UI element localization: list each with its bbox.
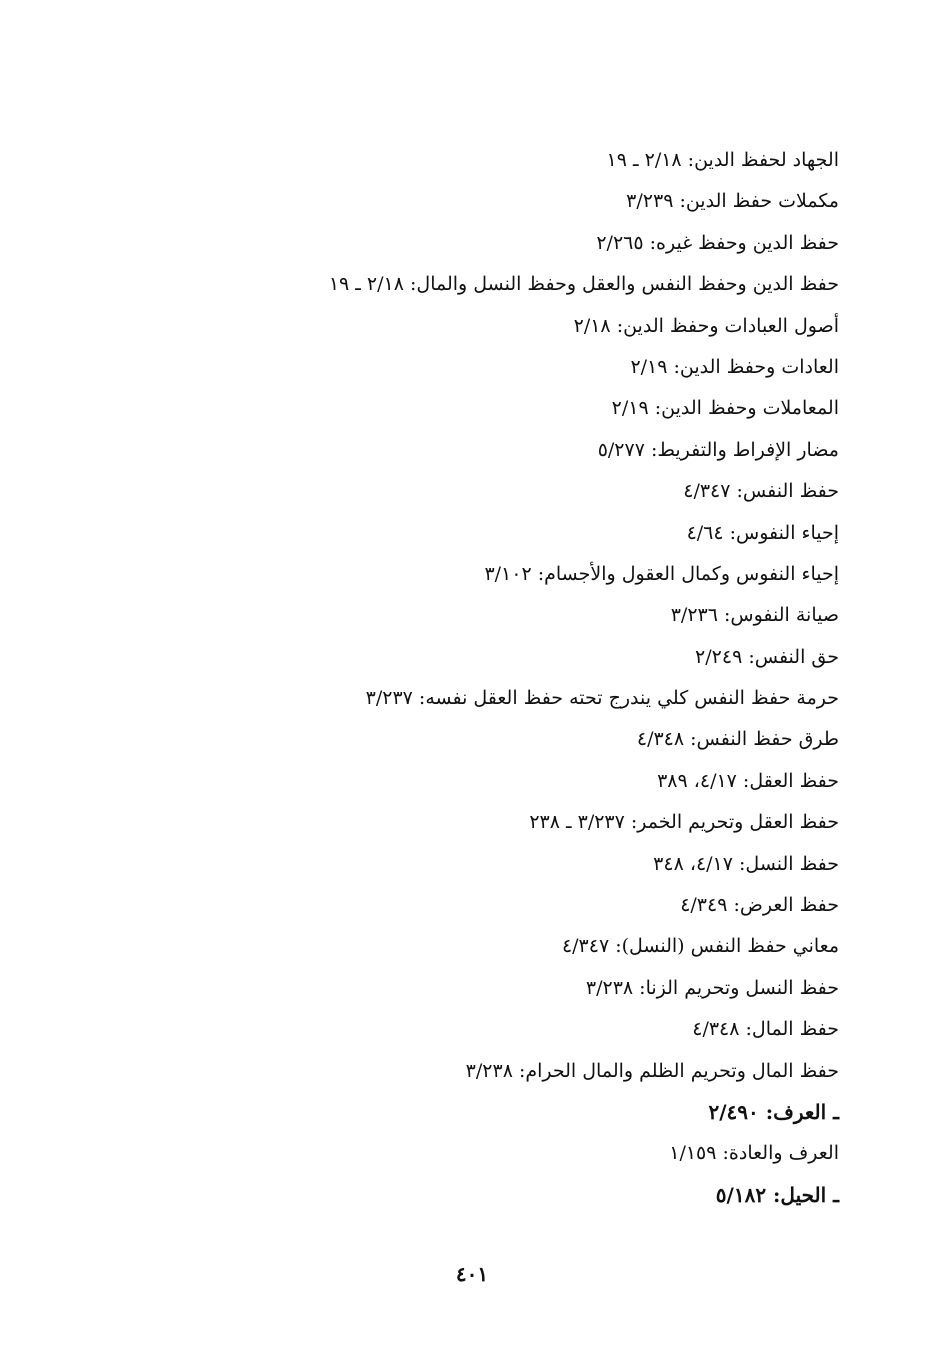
- index-entry: حفظ الدين وحفظ غيره: ٢/٢٦٥: [596, 231, 839, 254]
- index-entry: حفظ الدين وحفظ النفس والعقل وحفظ النسل والمال: ٢/١٨ ـ ١٩: [328, 273, 839, 296]
- index-entry: المعاملات وحفظ الدين: ٢/١٩: [611, 397, 839, 420]
- index-entry: حق النفس: ٢/٢٤٩: [695, 645, 839, 668]
- index-heading-entry: ـ الحيل: ٥/١٨٢: [715, 1182, 839, 1207]
- index-entry: العادات وحفظ الدين: ٢/١٩: [630, 355, 839, 378]
- index-entry: أصول العبادات وحفظ الدين: ٢/١٨: [573, 314, 839, 337]
- index-entry: حرمة حفظ النفس كلي يندرج تحته حفظ العقل نفسه: ٣/٢٣٧: [365, 687, 839, 710]
- index-entry: معاني حفظ النفس (النسل): ٤/٣٤٧: [561, 935, 839, 958]
- index-entry: حفظ النفس: ٤/٣٤٧: [683, 480, 839, 503]
- index-entry: إحياء النفوس وكمال العقول والأجسام: ٣/١٠٢: [484, 562, 839, 585]
- index-entry: حفظ العقل: ٤/١٧، ٣٨٩: [657, 769, 839, 792]
- index-entry: حفظ النسل وتحريم الزنا: ٣/٢٣٨: [585, 976, 839, 999]
- index-entry: صيانة النفوس: ٣/٢٣٦: [670, 604, 839, 627]
- index-entry: مكملات حفظ الدين: ٣/٢٣٩: [626, 190, 839, 213]
- index-entry: الجهاد لحفظ الدين: ٢/١٨ ـ ١٩: [606, 149, 839, 171]
- index-entry: حفظ النسل: ٤/١٧، ٣٤٨: [653, 852, 839, 875]
- index-heading-entry: ـ العرف: ٢/٤٩٠: [708, 1099, 839, 1124]
- index-entry: العرف والعادة: ١/١٥٩: [669, 1142, 839, 1165]
- index-entry: حفظ المال: ٤/٣٤٨: [692, 1018, 839, 1041]
- index-entry: إحياء النفوس: ٤/٦٤: [686, 521, 839, 544]
- index-entry: حفظ المال وتحريم الظلم والمال الحرام: ٣/٢٣٨: [465, 1059, 839, 1082]
- index-entry: حفظ العقل وتحريم الخمر: ٣/٢٣٧ ـ ٢٣٨: [529, 811, 839, 834]
- index-entry: طرق حفظ النفس: ٤/٣٤٨: [636, 728, 839, 751]
- page-number: ٤٠١: [455, 1262, 489, 1286]
- index-entry: مضار الإفراط والتفريط: ٥/٢٧٧: [597, 438, 839, 461]
- index-entry: حفظ العرض: ٤/٣٤٩: [680, 894, 839, 917]
- index-entries: [279, 140, 839, 1216]
